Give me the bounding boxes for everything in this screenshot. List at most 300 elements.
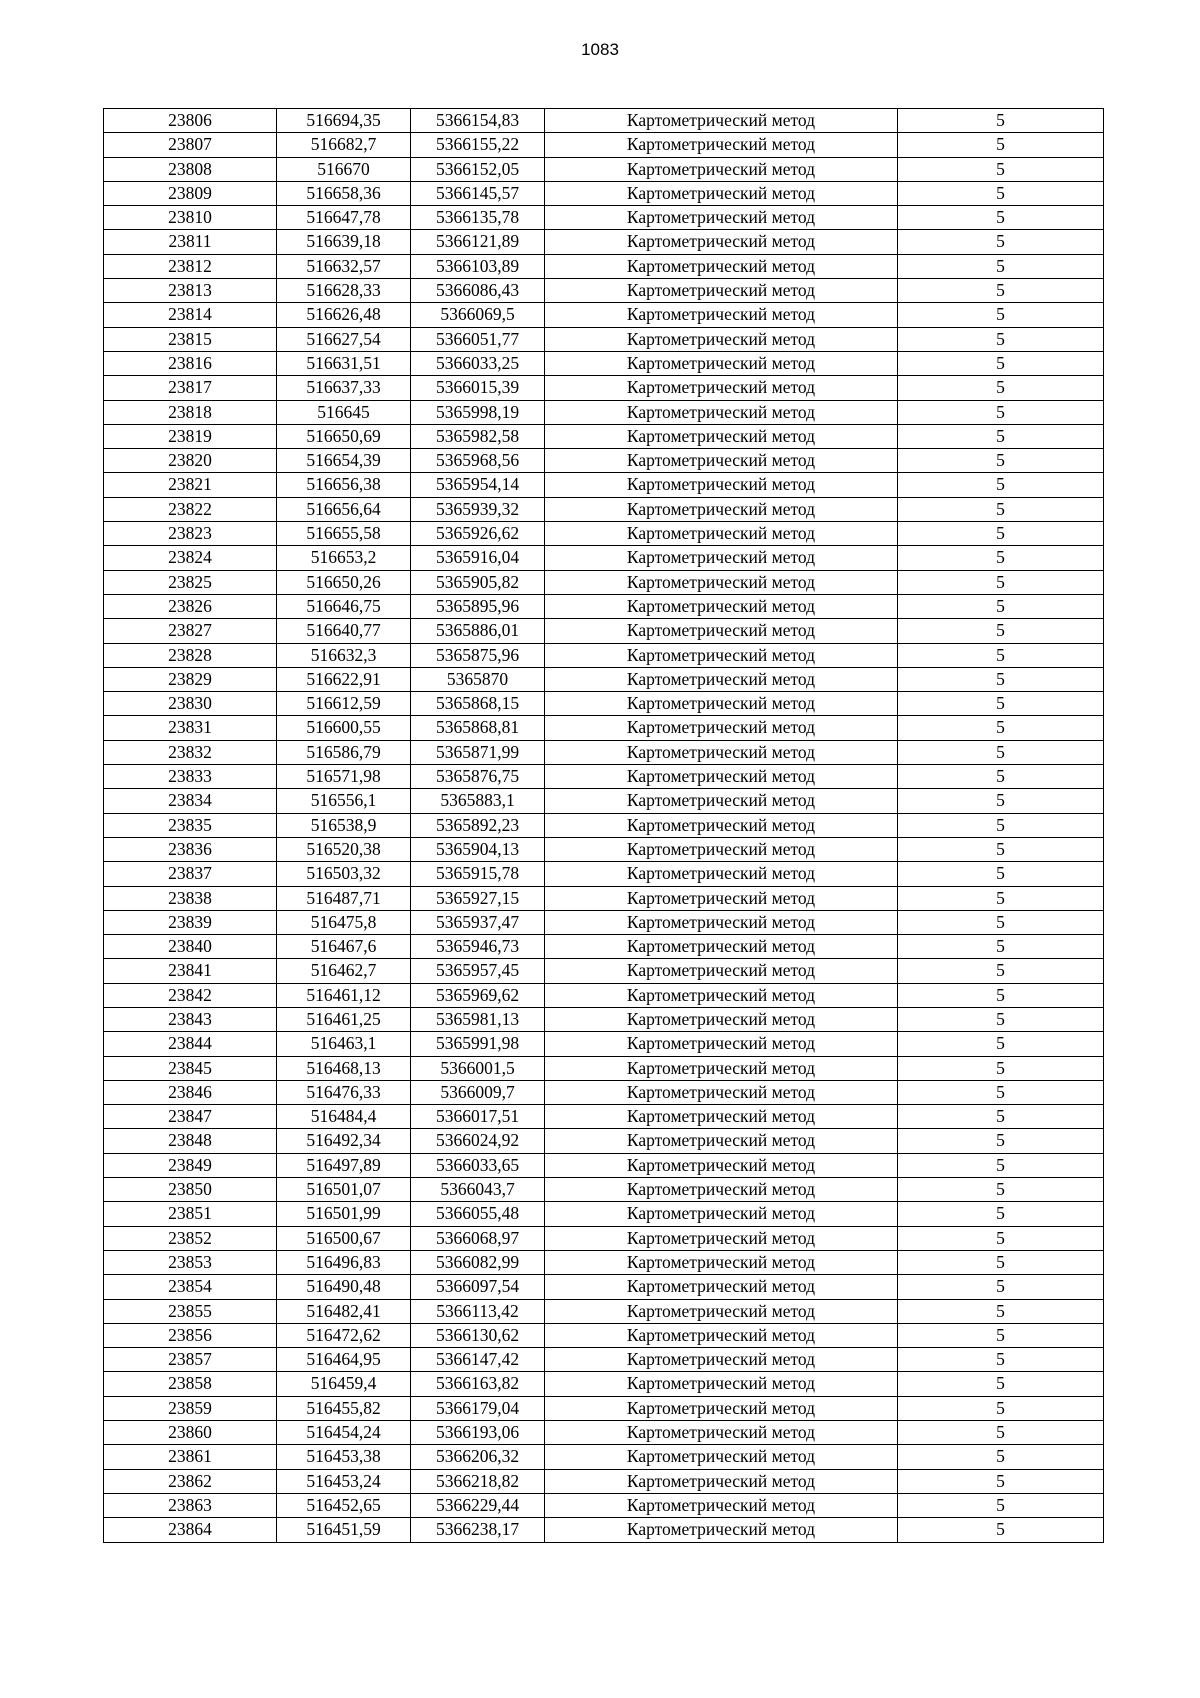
method-cell: Картометрический метод — [545, 424, 898, 448]
table-row — [104, 594, 1104, 618]
y-coordinate-cell: 5365939,32 — [411, 497, 545, 521]
accuracy-cell: 5 — [898, 400, 1104, 424]
x-coordinate-cell: 516655,58 — [277, 522, 411, 546]
x-coordinate-cell: 516647,78 — [277, 206, 411, 230]
x-coordinate-cell: 516571,98 — [277, 765, 411, 789]
accuracy-cell: 5 — [898, 1469, 1104, 1493]
table-row — [104, 254, 1104, 278]
point-number-cell: 23806 — [104, 109, 277, 133]
y-coordinate-cell: 5366179,04 — [411, 1396, 545, 1420]
y-coordinate-cell: 5366113,42 — [411, 1299, 545, 1323]
point-number-cell: 23831 — [104, 716, 277, 740]
accuracy-cell: 5 — [898, 181, 1104, 205]
method-cell: Картометрический метод — [545, 1518, 898, 1542]
accuracy-cell: 5 — [898, 1105, 1104, 1129]
x-coordinate-cell: 516653,2 — [277, 546, 411, 570]
point-number-cell: 23818 — [104, 400, 277, 424]
method-cell: Картометрический метод — [545, 303, 898, 327]
x-coordinate-cell: 516452,65 — [277, 1493, 411, 1517]
accuracy-cell: 5 — [898, 327, 1104, 351]
x-coordinate-cell: 516670 — [277, 157, 411, 181]
y-coordinate-cell: 5366015,39 — [411, 376, 545, 400]
point-number-cell: 23845 — [104, 1056, 277, 1080]
x-coordinate-cell: 516650,69 — [277, 424, 411, 448]
table-row — [104, 813, 1104, 837]
point-number-cell: 23863 — [104, 1493, 277, 1517]
accuracy-cell: 5 — [898, 157, 1104, 181]
point-number-cell: 23853 — [104, 1250, 277, 1274]
point-number-cell: 23841 — [104, 959, 277, 983]
x-coordinate-cell: 516650,26 — [277, 570, 411, 594]
x-coordinate-cell: 516454,24 — [277, 1421, 411, 1445]
accuracy-cell: 5 — [898, 473, 1104, 497]
method-cell: Картометрический метод — [545, 570, 898, 594]
accuracy-cell: 5 — [898, 279, 1104, 303]
y-coordinate-cell: 5365868,15 — [411, 692, 545, 716]
point-number-cell: 23850 — [104, 1178, 277, 1202]
accuracy-cell: 5 — [898, 449, 1104, 473]
point-number-cell: 23849 — [104, 1153, 277, 1177]
x-coordinate-cell: 516459,4 — [277, 1372, 411, 1396]
method-cell: Картометрический метод — [545, 765, 898, 789]
method-cell: Картометрический метод — [545, 157, 898, 181]
y-coordinate-cell: 5366229,44 — [411, 1493, 545, 1517]
accuracy-cell: 5 — [898, 376, 1104, 400]
point-number-cell: 23856 — [104, 1323, 277, 1347]
table-row — [104, 1396, 1104, 1420]
table-row — [104, 1493, 1104, 1517]
method-cell: Картометрический метод — [545, 1275, 898, 1299]
method-cell: Картометрический метод — [545, 206, 898, 230]
method-cell: Картометрический метод — [545, 1421, 898, 1445]
accuracy-cell: 5 — [898, 1250, 1104, 1274]
x-coordinate-cell: 516632,3 — [277, 643, 411, 667]
x-coordinate-cell: 516654,39 — [277, 449, 411, 473]
y-coordinate-cell: 5366238,17 — [411, 1518, 545, 1542]
accuracy-cell: 5 — [898, 109, 1104, 133]
x-coordinate-cell: 516487,71 — [277, 886, 411, 910]
y-coordinate-cell: 5366163,82 — [411, 1372, 545, 1396]
point-number-cell: 23860 — [104, 1421, 277, 1445]
x-coordinate-cell: 516462,7 — [277, 959, 411, 983]
table-row — [104, 1421, 1104, 1445]
table-row — [104, 1105, 1104, 1129]
method-cell: Картометрический метод — [545, 497, 898, 521]
table-row — [104, 935, 1104, 959]
table-row — [104, 133, 1104, 157]
table-row — [104, 740, 1104, 764]
x-coordinate-cell: 516656,38 — [277, 473, 411, 497]
x-coordinate-cell: 516482,41 — [277, 1299, 411, 1323]
method-cell: Картометрический метод — [545, 1250, 898, 1274]
point-number-cell: 23848 — [104, 1129, 277, 1153]
x-coordinate-cell: 516475,8 — [277, 910, 411, 934]
point-number-cell: 23810 — [104, 206, 277, 230]
point-number-cell: 23844 — [104, 1032, 277, 1056]
point-number-cell: 23828 — [104, 643, 277, 667]
accuracy-cell: 5 — [898, 1007, 1104, 1031]
point-number-cell: 23859 — [104, 1396, 277, 1420]
x-coordinate-cell: 516501,99 — [277, 1202, 411, 1226]
x-coordinate-cell: 516640,77 — [277, 619, 411, 643]
method-cell: Картометрический метод — [545, 279, 898, 303]
accuracy-cell: 5 — [898, 522, 1104, 546]
y-coordinate-cell: 5365895,96 — [411, 594, 545, 618]
point-number-cell: 23830 — [104, 692, 277, 716]
y-coordinate-cell: 5366086,43 — [411, 279, 545, 303]
y-coordinate-cell: 5365981,13 — [411, 1007, 545, 1031]
method-cell: Картометрический метод — [545, 740, 898, 764]
point-number-cell: 23843 — [104, 1007, 277, 1031]
method-cell: Картометрический метод — [545, 1153, 898, 1177]
x-coordinate-cell: 516453,38 — [277, 1445, 411, 1469]
y-coordinate-cell: 5366145,57 — [411, 181, 545, 205]
method-cell: Картометрический метод — [545, 1469, 898, 1493]
table-row — [104, 1469, 1104, 1493]
accuracy-cell: 5 — [898, 1080, 1104, 1104]
table-row — [104, 181, 1104, 205]
x-coordinate-cell: 516503,32 — [277, 862, 411, 886]
y-coordinate-cell: 5365916,04 — [411, 546, 545, 570]
x-coordinate-cell: 516646,75 — [277, 594, 411, 618]
x-coordinate-cell: 516628,33 — [277, 279, 411, 303]
table-row — [104, 449, 1104, 473]
point-number-cell: 23820 — [104, 449, 277, 473]
accuracy-cell: 5 — [898, 570, 1104, 594]
point-number-cell: 23826 — [104, 594, 277, 618]
method-cell: Картометрический метод — [545, 254, 898, 278]
table-row — [104, 1275, 1104, 1299]
table-row — [104, 1445, 1104, 1469]
x-coordinate-cell: 516497,89 — [277, 1153, 411, 1177]
point-number-cell: 23832 — [104, 740, 277, 764]
accuracy-cell: 5 — [898, 1226, 1104, 1250]
y-coordinate-cell: 5365871,99 — [411, 740, 545, 764]
method-cell: Картометрический метод — [545, 522, 898, 546]
method-cell: Картометрический метод — [545, 133, 898, 157]
method-cell: Картометрический метод — [545, 1323, 898, 1347]
method-cell: Картометрический метод — [545, 1032, 898, 1056]
method-cell: Картометрический метод — [545, 1080, 898, 1104]
y-coordinate-cell: 5365868,81 — [411, 716, 545, 740]
accuracy-cell: 5 — [898, 1032, 1104, 1056]
point-number-cell: 23851 — [104, 1202, 277, 1226]
y-coordinate-cell: 5366121,89 — [411, 230, 545, 254]
point-number-cell: 23807 — [104, 133, 277, 157]
accuracy-cell: 5 — [898, 1299, 1104, 1323]
y-coordinate-cell: 5365969,62 — [411, 983, 545, 1007]
method-cell: Картометрический метод — [545, 1493, 898, 1517]
table-row — [104, 1032, 1104, 1056]
accuracy-cell: 5 — [898, 1275, 1104, 1299]
accuracy-cell: 5 — [898, 230, 1104, 254]
accuracy-cell: 5 — [898, 1372, 1104, 1396]
point-number-cell: 23855 — [104, 1299, 277, 1323]
x-coordinate-cell: 516501,07 — [277, 1178, 411, 1202]
x-coordinate-cell: 516453,24 — [277, 1469, 411, 1493]
method-cell: Картометрический метод — [545, 862, 898, 886]
accuracy-cell: 5 — [898, 351, 1104, 375]
x-coordinate-cell: 516612,59 — [277, 692, 411, 716]
y-coordinate-cell: 5365968,56 — [411, 449, 545, 473]
y-coordinate-cell: 5366152,05 — [411, 157, 545, 181]
y-coordinate-cell: 5365927,15 — [411, 886, 545, 910]
y-coordinate-cell: 5366043,7 — [411, 1178, 545, 1202]
y-coordinate-cell: 5366147,42 — [411, 1348, 545, 1372]
y-coordinate-cell: 5366082,99 — [411, 1250, 545, 1274]
table-row — [104, 1202, 1104, 1226]
method-cell: Картометрический метод — [545, 181, 898, 205]
method-cell: Картометрический метод — [545, 1178, 898, 1202]
point-number-cell: 23813 — [104, 279, 277, 303]
y-coordinate-cell: 5366135,78 — [411, 206, 545, 230]
point-number-cell: 23837 — [104, 862, 277, 886]
accuracy-cell: 5 — [898, 1202, 1104, 1226]
x-coordinate-cell: 516639,18 — [277, 230, 411, 254]
table-row — [104, 546, 1104, 570]
accuracy-cell: 5 — [898, 1445, 1104, 1469]
method-cell: Картометрический метод — [545, 1348, 898, 1372]
table-row — [104, 1153, 1104, 1177]
accuracy-cell: 5 — [898, 935, 1104, 959]
method-cell: Картометрический метод — [545, 449, 898, 473]
point-number-cell: 23854 — [104, 1275, 277, 1299]
y-coordinate-cell: 5366155,22 — [411, 133, 545, 157]
y-coordinate-cell: 5366130,62 — [411, 1323, 545, 1347]
x-coordinate-cell: 516622,91 — [277, 667, 411, 691]
accuracy-cell: 5 — [898, 983, 1104, 1007]
accuracy-cell: 5 — [898, 837, 1104, 861]
table-row — [104, 983, 1104, 1007]
table-row — [104, 230, 1104, 254]
table-row — [104, 1299, 1104, 1323]
point-number-cell: 23835 — [104, 813, 277, 837]
table-row — [104, 1129, 1104, 1153]
x-coordinate-cell: 516631,51 — [277, 351, 411, 375]
accuracy-cell: 5 — [898, 1323, 1104, 1347]
method-cell: Картометрический метод — [545, 1445, 898, 1469]
y-coordinate-cell: 5366068,97 — [411, 1226, 545, 1250]
method-cell: Картометрический метод — [545, 813, 898, 837]
accuracy-cell: 5 — [898, 789, 1104, 813]
y-coordinate-cell: 5365937,47 — [411, 910, 545, 934]
table-row — [104, 667, 1104, 691]
accuracy-cell: 5 — [898, 1178, 1104, 1202]
point-number-cell: 23857 — [104, 1348, 277, 1372]
method-cell: Картометрический метод — [545, 910, 898, 934]
y-coordinate-cell: 5366154,83 — [411, 109, 545, 133]
accuracy-cell: 5 — [898, 959, 1104, 983]
accuracy-cell: 5 — [898, 886, 1104, 910]
y-coordinate-cell: 5365883,1 — [411, 789, 545, 813]
x-coordinate-cell: 516496,83 — [277, 1250, 411, 1274]
table-row — [104, 886, 1104, 910]
point-number-cell: 23824 — [104, 546, 277, 570]
method-cell: Картометрический метод — [545, 594, 898, 618]
accuracy-cell: 5 — [898, 643, 1104, 667]
table-row — [104, 424, 1104, 448]
table-row — [104, 522, 1104, 546]
y-coordinate-cell: 5366069,5 — [411, 303, 545, 327]
method-cell: Картометрический метод — [545, 230, 898, 254]
table-row — [104, 716, 1104, 740]
point-number-cell: 23834 — [104, 789, 277, 813]
coordinates-table — [103, 108, 1104, 1543]
method-cell: Картометрический метод — [545, 959, 898, 983]
method-cell: Картометрический метод — [545, 983, 898, 1007]
point-number-cell: 23808 — [104, 157, 277, 181]
x-coordinate-cell: 516656,64 — [277, 497, 411, 521]
accuracy-cell: 5 — [898, 862, 1104, 886]
accuracy-cell: 5 — [898, 667, 1104, 691]
y-coordinate-cell: 5366051,77 — [411, 327, 545, 351]
accuracy-cell: 5 — [898, 133, 1104, 157]
point-number-cell: 23811 — [104, 230, 277, 254]
x-coordinate-cell: 516500,67 — [277, 1226, 411, 1250]
table-row — [104, 303, 1104, 327]
point-number-cell: 23846 — [104, 1080, 277, 1104]
y-coordinate-cell: 5366097,54 — [411, 1275, 545, 1299]
table-row — [104, 910, 1104, 934]
point-number-cell: 23819 — [104, 424, 277, 448]
y-coordinate-cell: 5365982,58 — [411, 424, 545, 448]
table-row — [104, 206, 1104, 230]
y-coordinate-cell: 5366024,92 — [411, 1129, 545, 1153]
method-cell: Картометрический метод — [545, 1007, 898, 1031]
table-row — [104, 692, 1104, 716]
point-number-cell: 23847 — [104, 1105, 277, 1129]
y-coordinate-cell: 5366193,06 — [411, 1421, 545, 1445]
table-row — [104, 157, 1104, 181]
point-number-cell: 23825 — [104, 570, 277, 594]
accuracy-cell: 5 — [898, 692, 1104, 716]
x-coordinate-cell: 516461,12 — [277, 983, 411, 1007]
method-cell: Картометрический метод — [545, 935, 898, 959]
point-number-cell: 23862 — [104, 1469, 277, 1493]
accuracy-cell: 5 — [898, 765, 1104, 789]
x-coordinate-cell: 516490,48 — [277, 1275, 411, 1299]
accuracy-cell: 5 — [898, 1153, 1104, 1177]
accuracy-cell: 5 — [898, 206, 1104, 230]
table-row — [104, 400, 1104, 424]
point-number-cell: 23814 — [104, 303, 277, 327]
method-cell: Картометрический метод — [545, 886, 898, 910]
accuracy-cell: 5 — [898, 1421, 1104, 1445]
table-row — [104, 1056, 1104, 1080]
y-coordinate-cell: 5365875,96 — [411, 643, 545, 667]
point-number-cell: 23809 — [104, 181, 277, 205]
table-row — [104, 837, 1104, 861]
accuracy-cell: 5 — [898, 1518, 1104, 1542]
accuracy-cell: 5 — [898, 1348, 1104, 1372]
x-coordinate-cell: 516645 — [277, 400, 411, 424]
table-row — [104, 279, 1104, 303]
method-cell: Картометрический метод — [545, 1105, 898, 1129]
table-row — [104, 959, 1104, 983]
table-row — [104, 765, 1104, 789]
y-coordinate-cell: 5365915,78 — [411, 862, 545, 886]
accuracy-cell: 5 — [898, 594, 1104, 618]
coordinates-table-body — [104, 109, 1104, 1543]
y-coordinate-cell: 5366055,48 — [411, 1202, 545, 1226]
x-coordinate-cell: 516492,34 — [277, 1129, 411, 1153]
y-coordinate-cell: 5365905,82 — [411, 570, 545, 594]
x-coordinate-cell: 516461,25 — [277, 1007, 411, 1031]
accuracy-cell: 5 — [898, 740, 1104, 764]
point-number-cell: 23821 — [104, 473, 277, 497]
accuracy-cell: 5 — [898, 1056, 1104, 1080]
table-row — [104, 789, 1104, 813]
y-coordinate-cell: 5366033,65 — [411, 1153, 545, 1177]
y-coordinate-cell: 5365946,73 — [411, 935, 545, 959]
table-row — [104, 1348, 1104, 1372]
x-coordinate-cell: 516484,4 — [277, 1105, 411, 1129]
method-cell: Картометрический метод — [545, 1202, 898, 1226]
method-cell: Картометрический метод — [545, 837, 898, 861]
x-coordinate-cell: 516455,82 — [277, 1396, 411, 1420]
method-cell: Картометрический метод — [545, 716, 898, 740]
accuracy-cell: 5 — [898, 303, 1104, 327]
y-coordinate-cell: 5366206,32 — [411, 1445, 545, 1469]
table-row — [104, 1250, 1104, 1274]
method-cell: Картометрический метод — [545, 1396, 898, 1420]
x-coordinate-cell: 516464,95 — [277, 1348, 411, 1372]
table-row — [104, 1178, 1104, 1202]
point-number-cell: 23839 — [104, 910, 277, 934]
table-row — [104, 376, 1104, 400]
y-coordinate-cell: 5366009,7 — [411, 1080, 545, 1104]
accuracy-cell: 5 — [898, 910, 1104, 934]
table-row — [104, 351, 1104, 375]
method-cell: Картометрический метод — [545, 1129, 898, 1153]
y-coordinate-cell: 5365886,01 — [411, 619, 545, 643]
accuracy-cell: 5 — [898, 813, 1104, 837]
accuracy-cell: 5 — [898, 424, 1104, 448]
y-coordinate-cell: 5365870 — [411, 667, 545, 691]
method-cell: Картометрический метод — [545, 351, 898, 375]
table-row — [104, 570, 1104, 594]
y-coordinate-cell: 5365904,13 — [411, 837, 545, 861]
method-cell: Картометрический метод — [545, 692, 898, 716]
x-coordinate-cell: 516626,48 — [277, 303, 411, 327]
method-cell: Картометрический метод — [545, 1299, 898, 1323]
y-coordinate-cell: 5365991,98 — [411, 1032, 545, 1056]
point-number-cell: 23861 — [104, 1445, 277, 1469]
method-cell: Картометрический метод — [545, 1056, 898, 1080]
method-cell: Картометрический метод — [545, 619, 898, 643]
y-coordinate-cell: 5366218,82 — [411, 1469, 545, 1493]
y-coordinate-cell: 5365954,14 — [411, 473, 545, 497]
page-number: 1083 — [581, 40, 619, 59]
x-coordinate-cell: 516451,59 — [277, 1518, 411, 1542]
point-number-cell: 23836 — [104, 837, 277, 861]
x-coordinate-cell: 516476,33 — [277, 1080, 411, 1104]
table-row — [104, 1080, 1104, 1104]
point-number-cell: 23816 — [104, 351, 277, 375]
x-coordinate-cell: 516467,6 — [277, 935, 411, 959]
method-cell: Картометрический метод — [545, 473, 898, 497]
point-number-cell: 23815 — [104, 327, 277, 351]
table-row — [104, 862, 1104, 886]
method-cell: Картометрический метод — [545, 1372, 898, 1396]
table-row — [104, 1372, 1104, 1396]
table-row — [104, 327, 1104, 351]
x-coordinate-cell: 516694,35 — [277, 109, 411, 133]
method-cell: Картометрический метод — [545, 400, 898, 424]
method-cell: Картометрический метод — [545, 1226, 898, 1250]
point-number-cell: 23838 — [104, 886, 277, 910]
point-number-cell: 23833 — [104, 765, 277, 789]
